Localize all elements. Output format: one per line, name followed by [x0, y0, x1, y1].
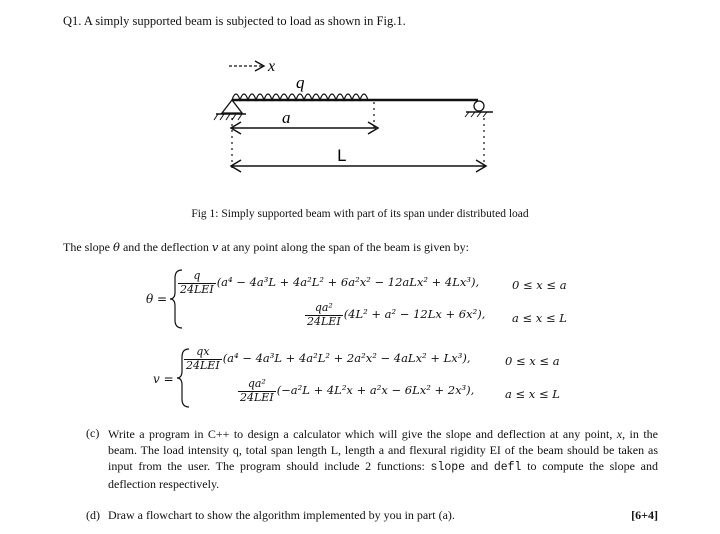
theta-lhs: θ = [146, 292, 168, 306]
theta-cond-2: a ≤ x ≤ L [512, 311, 567, 325]
L-label: L [337, 146, 346, 165]
part-c-label: (c) [86, 426, 100, 440]
dimension-L [231, 160, 486, 172]
marks: [6+4] [631, 508, 658, 522]
x-axis-arrow [229, 61, 264, 71]
x-label: x [268, 58, 276, 75]
intro-text: The slope θ and the deflection v at any point along the span of the beam is given by: [63, 240, 470, 254]
part-d-label: (d) [86, 508, 100, 522]
v-case-1: $\frac{qx}{\text{24LEI}}$ (a⁴ − 4a³L + 4a²L² + 2a²x² − 4aLx² + Lx³), [186, 345, 471, 372]
v-cond-2: a ≤ x ≤ L [505, 387, 560, 401]
question-title: Q1. A simply supported beam is subjected to load as shown in Fig.1. [63, 14, 406, 28]
figure-caption: Fig 1: Simply supported beam with part of its span under distributed load [191, 208, 529, 220]
beam-figure [0, 0, 720, 205]
theta-cond-1: 0 ≤ x ≤ a [512, 278, 567, 292]
theta-case-2: $\frac{\text{qa²}}{\text{24LEI}}$ (4L² + a² − 12Lx + 6x²), [307, 301, 486, 328]
v-cond-1: 0 ≤ x ≤ a [505, 354, 560, 368]
part-c-text: Write a program in C++ to design a calculator which will give the slope and deflection at any point, x, in the beam. The load intensity q, total span length L, length a and flexural rigidity EI of the beam should be taken as input from the user. The program should include 2 functions: slope and defl to compute the slope and deflection respectively. [108, 427, 658, 491]
v-lhs: v = [153, 372, 174, 386]
v-case-2: $\frac{\text{qa²}}{\text{24LEI}}$ (−a²L + 4L²x + a²x − 6Lx² + 2x³), [240, 377, 475, 404]
theta-case-1: $\frac{q}{\text{24LEI}}$ (a⁴ − 4a³L + 4a²L² + 6a²x² − 12aLx² + 4Lx³), [180, 269, 480, 296]
roller-support [465, 101, 493, 117]
part-d-text: Draw a flowchart to show the algorithm implemented by you in part (a). [108, 508, 455, 522]
a-label: a [282, 108, 291, 127]
q-label: q [296, 73, 305, 92]
dimension-a [231, 122, 378, 134]
pin-support [214, 100, 246, 120]
